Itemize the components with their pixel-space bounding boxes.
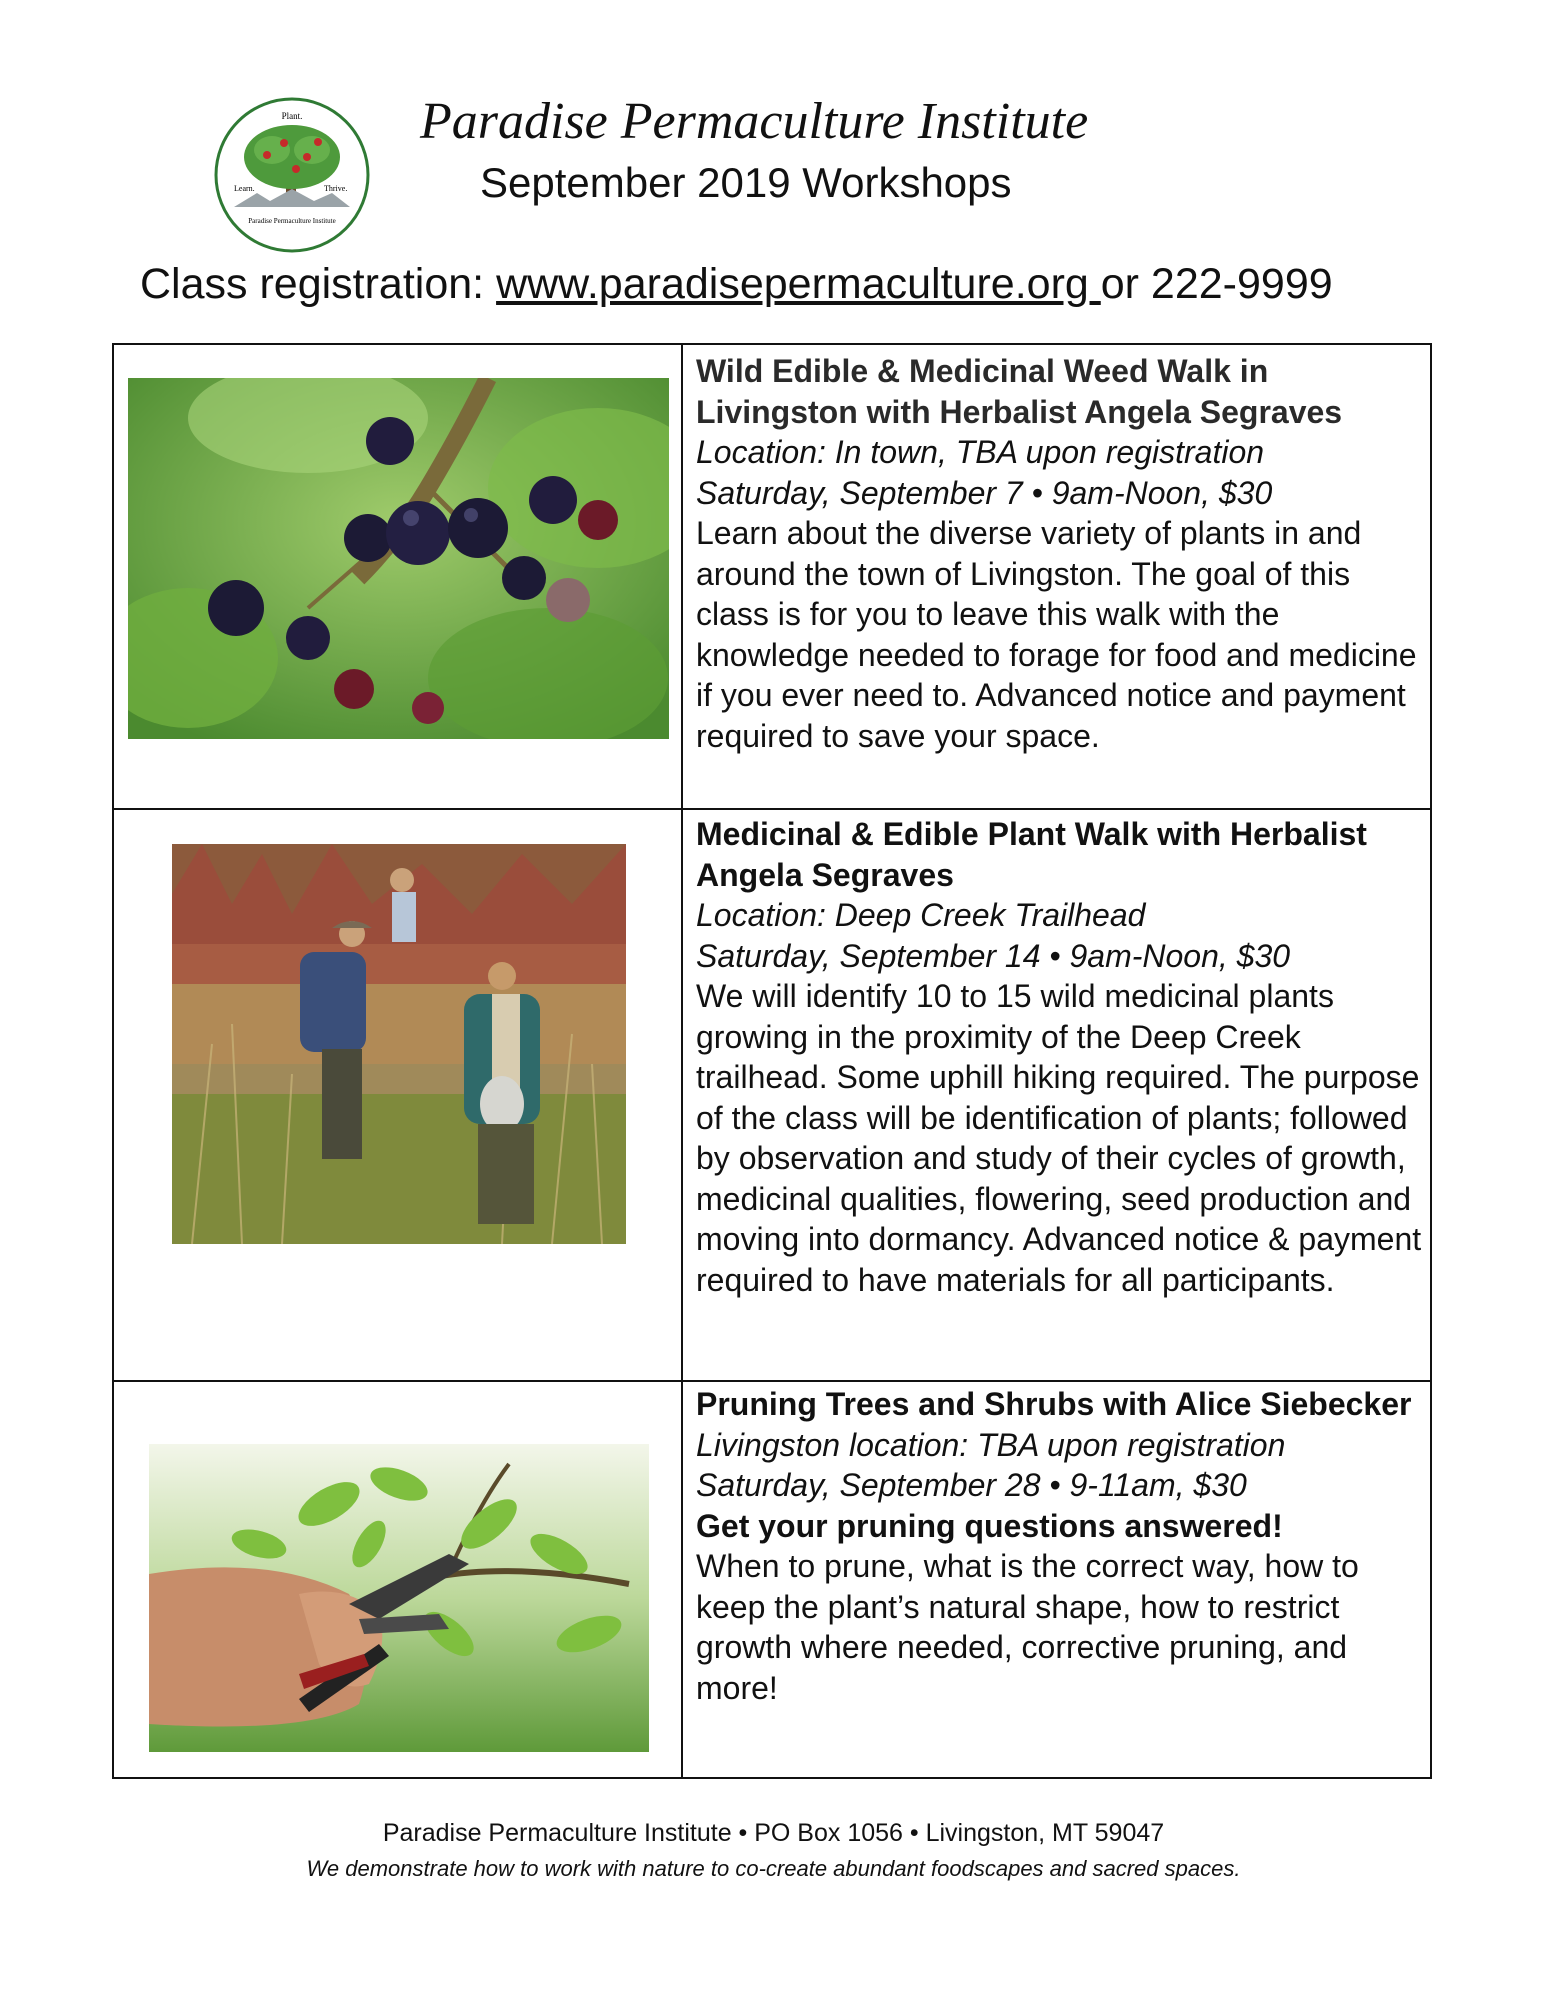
workshop-row [114, 1380, 1430, 1777]
workshop-date: Saturday, September 14 • 9am-Noon, $30 [696, 937, 1291, 974]
registration-label: Class registration: [140, 260, 497, 308]
workshop-details [696, 814, 1426, 1300]
registration-link[interactable]: www.paradisepermaculture.org [496, 260, 1101, 308]
plant-walk-photo [172, 844, 626, 1244]
workshop-row [114, 345, 1430, 808]
workshop-details [696, 1384, 1426, 1708]
workshop-title: Pruning Trees and Shrubs with Alice Siebecker [696, 1386, 1412, 1422]
workshop-location: Livingston location: TBA upon registration [696, 1426, 1286, 1463]
pruning-photo [149, 1444, 649, 1752]
footer-address: Paradise Permaculture Institute • PO Box 1056 • Livingston, MT 59047 [382, 1819, 1165, 1847]
workshop-description: When to prune, what is the correct way, how to keep the plant’s natural shape, how to restrict growth where needed, corrective pruning, and more! [696, 1548, 1359, 1706]
workshop-date: Saturday, September 28 • 9-11am, $30 [696, 1467, 1247, 1503]
page-subtitle: September 2019 Workshops [480, 159, 1012, 206]
org-title: Paradise Permaculture Institute [420, 93, 1089, 150]
registration-line [140, 258, 1333, 310]
column-divider [681, 1382, 683, 1777]
workshop-highlight: Get your pruning questions answered! [696, 1507, 1283, 1544]
svg-text:Paradise Permaculture Institut: Paradise Permaculture Institute [248, 217, 336, 225]
column-divider [681, 810, 683, 1380]
workshop-location: Location: In town, TBA upon registration [696, 434, 1265, 470]
workshop-title: Wild Edible & Medicinal Weed Walk in Livingston with Herbalist Angela Segraves [696, 353, 1343, 430]
currants-photo [128, 378, 669, 739]
workshop-description: Learn about the diverse variety of plants in and around the town of Livingston. The goal of this class is for you to leave this walk with the knowledge needed to forage for food and medicine if you ever need to. Advanced notice and payment required to save your space. [696, 515, 1417, 754]
svg-text:Thrive.: Thrive. [324, 184, 348, 193]
institute-logo [212, 95, 372, 255]
registration-phone: or 222-9999 [1100, 260, 1333, 308]
column-divider [681, 345, 683, 808]
workshop-details [696, 351, 1426, 756]
workshop-row [114, 808, 1430, 1380]
workshop-date: Saturday, September 7 • 9am-Noon, $30 [696, 474, 1273, 511]
svg-text:Plant.: Plant. [281, 111, 303, 121]
workshop-title: Medicinal & Edible Plant Walk with Herbalist Angela Segraves [696, 816, 1367, 893]
footer-tagline: We demonstrate how to work with nature to co-create abundant foodscapes and sacred spaces. [306, 1856, 1241, 1881]
svg-text:Learn.: Learn. [234, 184, 255, 193]
workshop-description: We will identify 10 to 15 wild medicinal plants growing in the proximity of the Deep Creek trailhead. Some uphill hiking required. The purpose of the class will be identification of plants; followed by observation and study of their cycles of growth, medicinal qualities, flowering, seed production and moving into dormancy. Advanced notice & payment required to have materials for all participants. [696, 978, 1422, 1298]
workshops-table [112, 343, 1432, 1779]
workshop-location: Location: Deep Creek Trailhead [696, 897, 1146, 933]
